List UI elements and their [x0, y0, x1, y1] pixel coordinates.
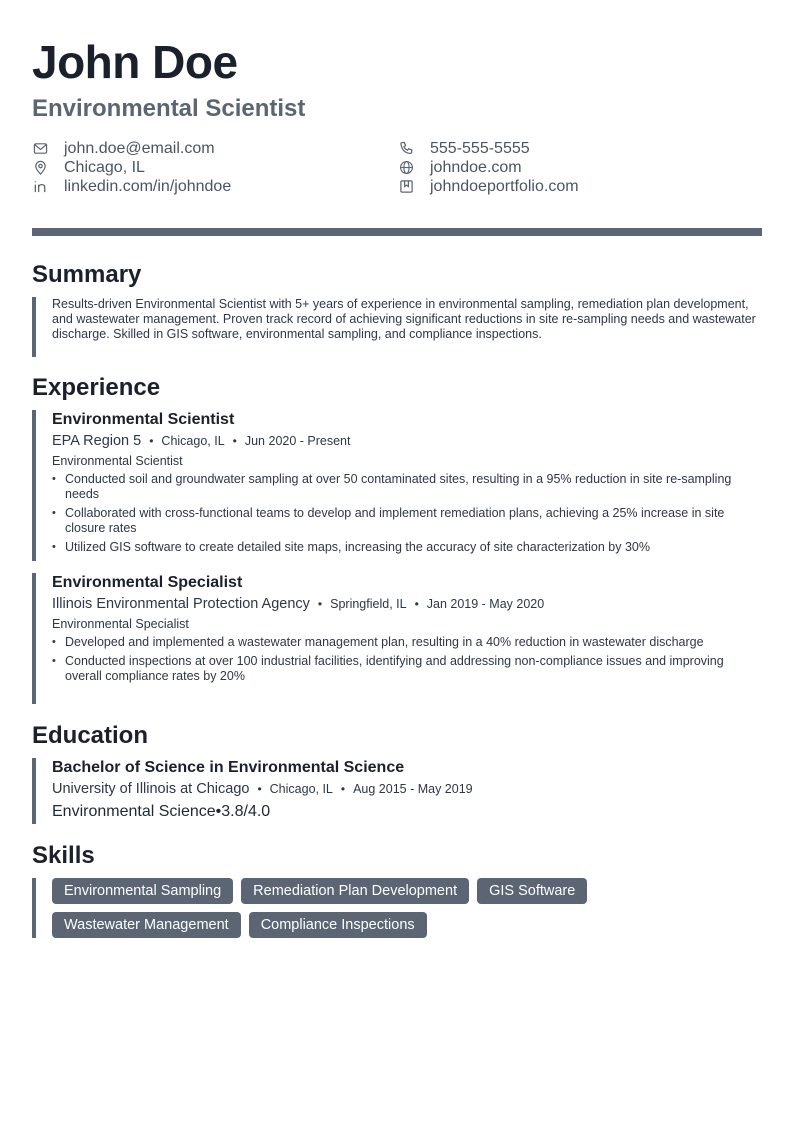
portfolio-icon	[398, 179, 414, 195]
contact-phone-text: 555-555-5555	[430, 139, 530, 157]
job-bullets	[52, 635, 762, 684]
job-title: Environmental Specialist	[52, 574, 243, 591]
job-meta	[52, 596, 762, 613]
education-section	[32, 758, 762, 824]
job-bullet: • Collaborated with cross-functional teams to develop and implement remediation plans, achieving a 25% increase in site closure rates	[52, 506, 762, 536]
experience-heading: Experience	[32, 374, 161, 401]
contact-info	[32, 139, 762, 199]
job-title: Environmental Scientist	[52, 411, 235, 428]
skill-tag: Remediation Plan Development	[241, 878, 469, 904]
skills-section	[32, 878, 762, 938]
field-of-study: Environmental Science	[52, 803, 216, 820]
degree-title: Bachelor of Science in Environmental Science	[52, 759, 405, 776]
job-dates: Jan 2019 - May 2020	[426, 597, 545, 611]
contact-website-text: johndoe.com	[430, 158, 522, 176]
summary-section	[32, 297, 762, 357]
header-divider	[32, 228, 762, 236]
contact-location	[32, 158, 145, 177]
skill-tag: GIS Software	[477, 878, 587, 904]
contact-email[interactable]	[32, 139, 215, 158]
contact-linkedin-text: linkedin.com/in/johndoe	[64, 177, 232, 195]
skill-tag: Wastewater Management	[52, 912, 241, 938]
job-dates: Jun 2020 - Present	[244, 434, 351, 448]
separator-dot: •	[149, 434, 154, 448]
job-meta	[52, 433, 762, 450]
globe-icon	[398, 160, 414, 176]
job-location: Chicago, IL	[161, 434, 225, 448]
education-meta	[52, 781, 762, 798]
gpa: 3.8/4.0	[221, 803, 271, 820]
summary-text: Results-driven Environmental Scientist with 5+ years of experience in environmental sampling, remediation plan development, and wastewater management. Proven track record of achieving significant reductions in site re-sampling needs and wastewater discharge. Skilled in GIS software, environmental sampling, and compliance inspections.	[52, 297, 756, 341]
contact-phone[interactable]	[398, 139, 530, 158]
contact-portfolio[interactable]	[398, 177, 579, 196]
job-bullet: • Developed and implemented a wastewater management plan, resulting in a 40% reduction in wastewater discharge	[52, 635, 762, 650]
summary-heading: Summary	[32, 261, 142, 288]
contact-portfolio-text: johndoeportfolio.com	[430, 177, 579, 195]
education-heading: Education	[32, 722, 149, 749]
skills-list	[52, 878, 752, 938]
job-bullet: • Utilized GIS software to create detailed site maps, increasing the accuracy of site characterization by 30%	[52, 540, 762, 555]
education-dates: Aug 2015 - May 2019	[353, 782, 473, 796]
job-company: EPA Region 5	[52, 433, 142, 449]
separator-dot: •	[215, 803, 222, 820]
separator-dot: •	[232, 434, 237, 448]
job-bullet: • Conducted inspections at over 100 industrial facilities, identifying and addressing non-compliance issues and improving overall compliance rates by 20%	[52, 654, 762, 684]
location-pin-icon	[32, 160, 48, 176]
skill-tag: Compliance Inspections	[249, 912, 427, 938]
school-name: University of Illinois at Chicago	[52, 781, 250, 797]
separator-dot: •	[257, 782, 262, 796]
separator-dot: •	[414, 597, 419, 611]
contact-email-text: john.doe@email.com	[64, 139, 215, 157]
job-location: Springfield, IL	[330, 597, 407, 611]
candidate-title: Environmental Scientist	[32, 95, 306, 122]
linkedin-icon	[32, 179, 48, 195]
phone-icon	[398, 141, 414, 157]
candidate-name: John Doe	[32, 36, 238, 88]
contact-website[interactable]	[398, 158, 522, 177]
job-role: Environmental Specialist	[52, 617, 189, 631]
education-field-line	[52, 803, 762, 820]
contact-linkedin[interactable]	[32, 177, 231, 196]
skill-tag: Environmental Sampling	[52, 878, 233, 904]
mail-icon	[32, 141, 48, 157]
contact-location-text: Chicago, IL	[64, 158, 145, 176]
separator-dot: •	[340, 782, 346, 796]
separator-dot: •	[317, 597, 323, 611]
job-company: Illinois Environmental Protection Agency	[52, 596, 310, 612]
experience-item	[32, 573, 762, 704]
skills-heading: Skills	[32, 842, 95, 869]
job-bullet: • Conducted soil and groundwater sampling at over 50 contaminated sites, resulting in a 95% reduction in site re-sampling needs	[52, 472, 762, 502]
school-location: Chicago, IL	[269, 782, 333, 796]
job-role: Environmental Scientist	[52, 454, 183, 468]
job-bullets	[52, 472, 762, 555]
experience-item	[32, 410, 762, 561]
